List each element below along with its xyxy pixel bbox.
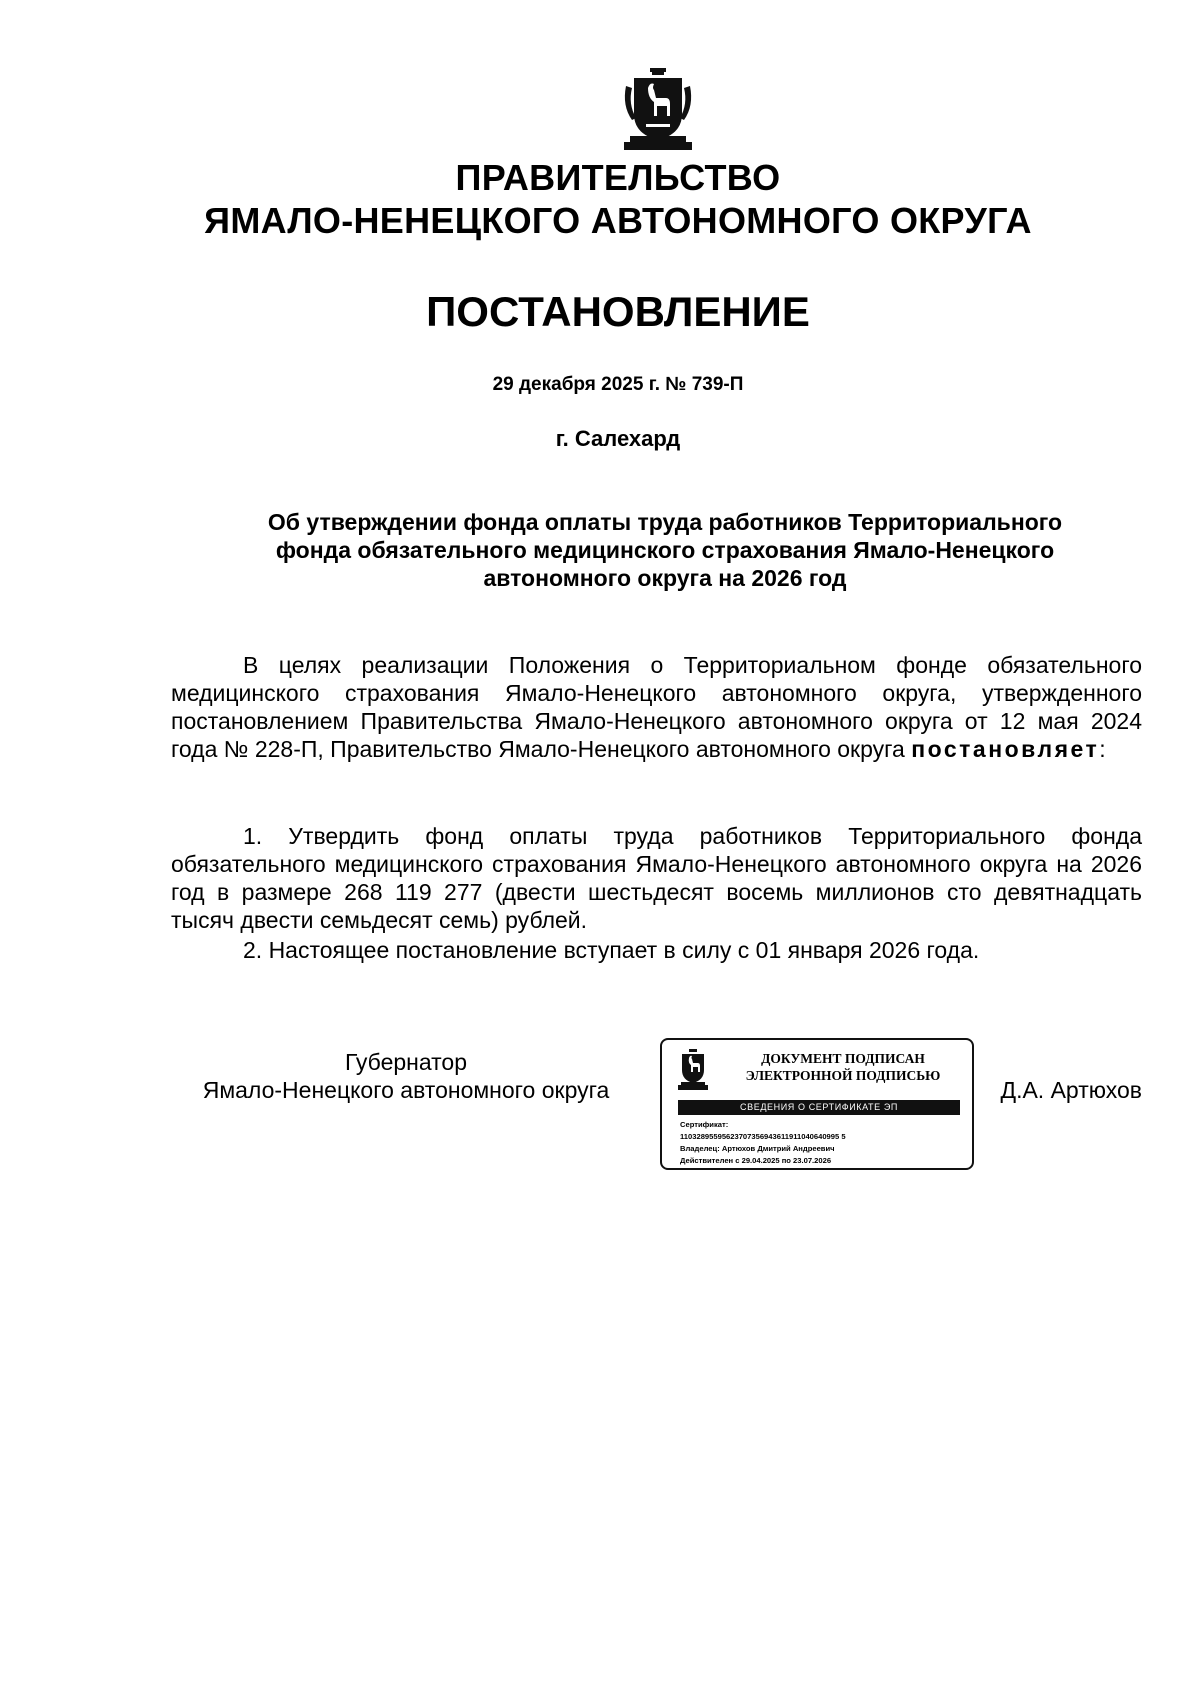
preamble-keyword: постановляет	[911, 736, 1100, 762]
item-2-text: 2. Настоящее постановление вступает в силу с 01 января 2026 года.	[243, 937, 980, 963]
date-and-number: 29 декабря 2025 г. № 739-П	[492, 374, 744, 395]
stamp-certificate-header: СВЕДЕНИЯ О СЕРТИФИКАТЕ ЭП	[678, 1100, 960, 1115]
organization-name-line1: ПРАВИТЕЛЬСТВО	[455, 157, 781, 198]
signatory-title-line1: Губернатор	[344, 1049, 468, 1075]
item-2-paragraph	[171, 936, 1142, 964]
preamble-end: :	[1099, 736, 1106, 762]
stamp-cert-label: Сертификат:	[680, 1120, 729, 1129]
subject-line: автономного округа на 2026 год	[483, 565, 847, 591]
signatory-name: Д.А. Артюхов	[1000, 1077, 1142, 1103]
stamp-title	[718, 1050, 968, 1084]
stamp-certificate-info	[680, 1119, 846, 1167]
stamp-coat-of-arms-icon	[676, 1048, 710, 1092]
organization-name-line2: ЯМАЛО-НЕНЕЦКОГО АВТОНОМНОГО ОКРУГА	[204, 200, 1032, 241]
coat-of-arms-icon	[620, 66, 696, 156]
city: г. Салехард	[555, 426, 681, 451]
document-type-title: ПОСТАНОВЛЕНИЕ	[426, 288, 810, 335]
stamp-valid-period: Действителен с 29.04.2025 по 23.07.2026	[680, 1156, 832, 1165]
preamble-text: В целях реализации Положения о Территориальном фонде обязательного медицинского страхования Ямало-Ненецкого автономного округа, утвержденного постановлением Правительства Ямало-Ненецкого автономного округа от 12 мая 2024 года № 228-П, Правительство Ямало-Ненецкого автономного округа	[171, 652, 1142, 762]
electronic-signature-stamp	[660, 1038, 974, 1170]
stamp-cert-number: 11032895595623707356943611911040640995 5	[680, 1132, 846, 1141]
stamp-title-line2: ЭЛЕКТРОННОЙ ПОДПИСЬЮ	[745, 1068, 941, 1083]
document-subject	[190, 508, 1140, 592]
subject-line: Об утверждении фонда оплаты труда работников Территориального	[267, 509, 1063, 535]
signatory-title-line2: Ямало-Ненецкого автономного округа	[202, 1077, 610, 1103]
preamble-paragraph	[171, 651, 1142, 763]
signatory-title	[171, 1048, 641, 1104]
stamp-title-line1: ДОКУМЕНТ ПОДПИСАН	[761, 1051, 925, 1066]
subject-line: фонда обязательного медицинского страхования Ямало-Ненецкого	[275, 537, 1055, 563]
item-1-paragraph: 1. Утвердить фонд оплаты труда работников Территориального фонда обязательного медицинского страхования Ямало-Ненецкого автономного округа на 2026 год в размере 268 119 277 (двести шестьдесят восемь миллионов сто девятнадцать тысяч двести семьдесят семь) рублей.	[171, 823, 1142, 933]
stamp-owner: Владелец: Артюхов Дмитрий Андреевич	[680, 1144, 835, 1153]
